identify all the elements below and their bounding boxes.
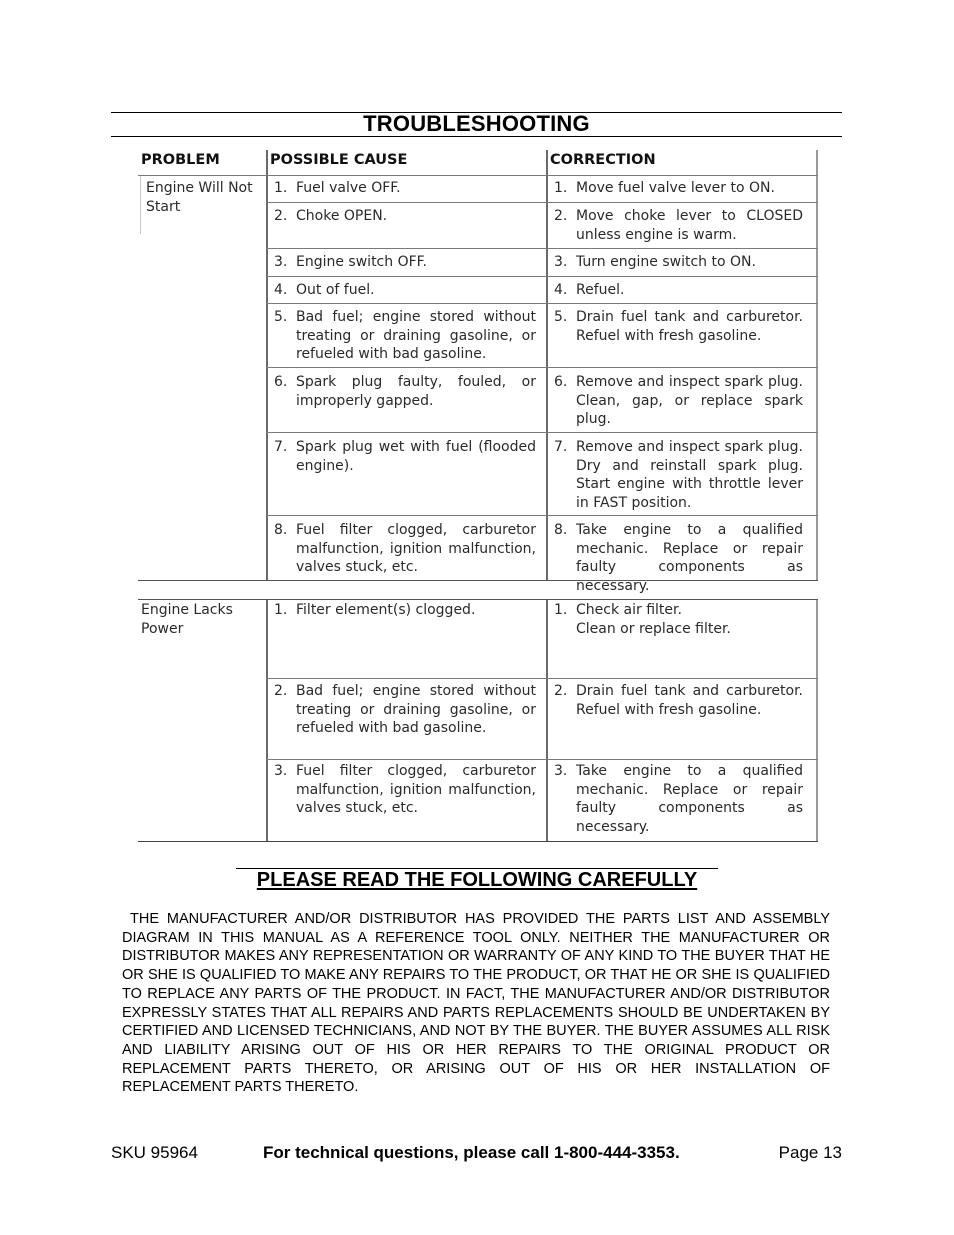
header-possible-cause: POSSIBLE CAUSE bbox=[270, 152, 408, 168]
row-number: 3. bbox=[274, 254, 288, 270]
group-divider bbox=[138, 599, 818, 600]
cause-text: Spark plug faulty, fouled, or improperly gapped. bbox=[296, 374, 536, 409]
row-divider bbox=[266, 759, 818, 760]
cause-text: Fuel filter clogged, carburetor malfunction, ignition malfunction, valves stuck, etc. bbox=[296, 522, 536, 575]
cause-cell bbox=[274, 521, 536, 577]
problem-label: Engine Will Not Start bbox=[146, 180, 253, 215]
cause-cell bbox=[274, 179, 536, 198]
row-number: 2. bbox=[554, 683, 568, 699]
correction-cell bbox=[554, 281, 803, 300]
row-number: 4. bbox=[554, 282, 568, 298]
correction-text bbox=[576, 601, 803, 638]
correction-cell bbox=[554, 373, 803, 429]
row-number: 1. bbox=[274, 180, 288, 196]
header-problem: PROBLEM bbox=[141, 152, 220, 168]
row-divider bbox=[266, 276, 818, 277]
troubleshooting-table bbox=[138, 148, 818, 848]
footer-sku: SKU 95964 bbox=[111, 1143, 198, 1162]
column-divider bbox=[266, 150, 268, 581]
correction-cell bbox=[554, 253, 803, 272]
cause-text: Out of fuel. bbox=[296, 282, 375, 298]
footer-page-number: Page 13 bbox=[778, 1143, 842, 1162]
correction-line-2: Clean or replace filter. bbox=[576, 620, 731, 637]
row-divider bbox=[266, 303, 818, 304]
cause-cell bbox=[274, 438, 536, 475]
row-number: 8. bbox=[274, 522, 288, 538]
correction-cell bbox=[554, 308, 803, 345]
row-number: 3. bbox=[554, 763, 568, 779]
row-number: 6. bbox=[274, 374, 288, 390]
row-number: 8. bbox=[554, 522, 568, 538]
row-divider bbox=[266, 432, 818, 433]
cause-text: Filter element(s) clogged. bbox=[296, 602, 476, 618]
cause-text: Spark plug wet with fuel (flooded engine). bbox=[296, 439, 536, 474]
row-number: 2. bbox=[274, 208, 288, 224]
row-number: 3. bbox=[554, 254, 568, 270]
correction-line-1: Check air filter. bbox=[576, 602, 682, 618]
row-number: 7. bbox=[274, 439, 288, 455]
row-number: 4. bbox=[274, 282, 288, 298]
row-divider bbox=[266, 367, 818, 368]
correction-text: Turn engine switch to ON. bbox=[576, 254, 756, 270]
cause-cell bbox=[274, 682, 536, 738]
correction-cell bbox=[554, 762, 803, 836]
correction-cell bbox=[554, 207, 803, 244]
row-number: 2. bbox=[274, 683, 288, 699]
cause-text: Fuel filter clogged, carburetor malfunction, ignition malfunction, valves stuck, etc. bbox=[296, 763, 536, 816]
cause-text: Bad fuel; engine stored without treating or draining gasoline, or refueled with bad gasoline. bbox=[296, 683, 536, 736]
row-number: 5. bbox=[274, 309, 288, 325]
correction-text: Take engine to a qualified mechanic. Replace or repair faulty components as necessary. bbox=[576, 522, 803, 594]
correction-text: Move fuel valve lever to ON. bbox=[576, 180, 775, 196]
row-divider bbox=[266, 515, 818, 516]
column-divider bbox=[266, 599, 268, 842]
column-divider bbox=[546, 599, 548, 842]
row-number: 6. bbox=[554, 374, 568, 390]
header-correction: CORRECTION bbox=[550, 152, 656, 168]
cause-cell bbox=[274, 762, 536, 818]
correction-text: Refuel. bbox=[576, 282, 625, 298]
cause-cell bbox=[274, 253, 536, 272]
correction-cell bbox=[554, 521, 803, 595]
row-number: 7. bbox=[554, 439, 568, 455]
notice-title: PLEASE READ THE FOLLOWING CAREFULLY bbox=[256, 869, 698, 891]
footer-technical-questions: For technical questions, please call 1-800-444-3353. bbox=[263, 1143, 680, 1162]
row-number: 2. bbox=[554, 208, 568, 224]
row-number: 1. bbox=[554, 180, 568, 196]
row-number: 5. bbox=[554, 309, 568, 325]
group-divider bbox=[138, 841, 818, 842]
row-divider bbox=[138, 175, 818, 176]
correction-text: Drain fuel tank and carburetor. Refuel with fresh gasoline. bbox=[576, 309, 803, 344]
notice-body: THE MANUFACTURER AND/OR DISTRIBUTOR HAS PROVIDED THE PARTS LIST AND ASSEMBLY DIAGRAM IN THIS MANUAL AS A REFERENCE TOOL ONLY. NEITHER THE MANUFACTURER OR DISTRIBUTOR MAKES ANY REPRESENTATION OR WARRANTY OF ANY KIND TO THE BUYER THAT HE OR SHE IS QUALIFIED TO MAKE ANY REPAIRS TO THE PRODUCT, OR THAT HE OR SHE IS QUALIFIED TO REPLACE ANY PARTS OF THE PRODUCT. IN FACT, THE MANUFACTURER AND/OR DISTRIBUTOR EXPRESSLY STATES THAT ALL REPAIRS AND PARTS REPLACEMENTS SHOULD BE UNDERTAKEN BY CERTIFIED AND LICENSED TECHNICIANS, AND NOT BY THE BUYER. THE BUYER ASSUMES ALL RISK AND LIABILITY ARISING OUT OF HIS OR HER REPAIRS TO THE ORIGINAL PRODUCT OR REPLACEMENT PARTS THERETO, OR ARISING OUT OF HIS OR HER INSTALLATION OF REPLACEMENT PARTS THERETO. bbox=[122, 911, 830, 1096]
row-divider bbox=[266, 202, 818, 203]
row-divider bbox=[266, 248, 818, 249]
correction-cell bbox=[554, 601, 803, 638]
correction-cell bbox=[554, 438, 803, 512]
correction-text: Remove and inspect spark plug. Clean, gap, or replace spark plug. bbox=[576, 374, 803, 427]
cause-text: Choke OPEN. bbox=[296, 208, 388, 224]
cause-cell bbox=[274, 601, 536, 620]
cause-text: Fuel valve OFF. bbox=[296, 180, 401, 196]
correction-text: Take engine to a qualified mechanic. Replace or repair faulty components as necessary. bbox=[576, 763, 803, 835]
problem-label: Engine Lacks Power bbox=[141, 602, 233, 637]
cause-text: Engine switch OFF. bbox=[296, 254, 427, 270]
cause-text: Bad fuel; engine stored without treating or draining gasoline, or refueled with bad gasoline. bbox=[296, 309, 536, 362]
column-divider bbox=[546, 150, 548, 581]
page-title: TROUBLESHOOTING bbox=[363, 111, 590, 136]
cause-cell bbox=[274, 207, 536, 226]
correction-text: Drain fuel tank and carburetor. Refuel with fresh gasoline. bbox=[576, 683, 803, 718]
column-divider bbox=[816, 599, 818, 842]
column-divider bbox=[816, 150, 818, 581]
row-divider bbox=[266, 678, 818, 679]
cause-cell bbox=[274, 281, 536, 300]
row-number: 1. bbox=[554, 602, 568, 618]
correction-cell bbox=[554, 179, 803, 198]
correction-text: Remove and inspect spark plug. Dry and reinstall spark plug. Start engine with throttle lever in FAST position. bbox=[576, 439, 803, 511]
row-number: 3. bbox=[274, 763, 288, 779]
correction-text: Move choke lever to CLOSED unless engine is warm. bbox=[576, 208, 803, 243]
cause-cell bbox=[274, 308, 536, 364]
row-number: 1. bbox=[274, 602, 288, 618]
cause-cell bbox=[274, 373, 536, 410]
problem-column-edge bbox=[140, 176, 141, 234]
correction-cell bbox=[554, 682, 803, 719]
title-bottom-rule bbox=[111, 136, 842, 137]
